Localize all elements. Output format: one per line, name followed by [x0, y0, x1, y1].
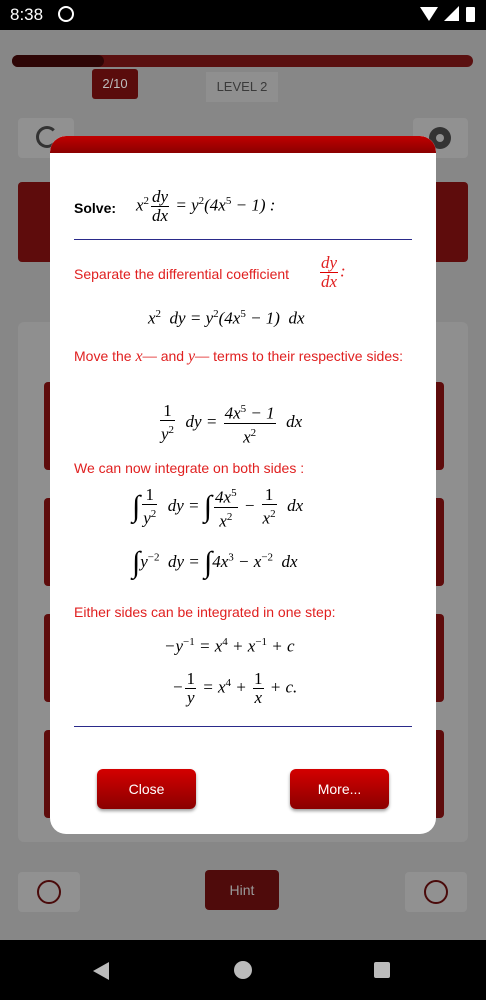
previous-icon	[37, 880, 61, 904]
solution-dialog	[50, 136, 436, 834]
level-progress-bar	[12, 55, 473, 67]
problem-equation: $x^2$ $\frac{dy}{dx}$ = $y^2(4x^5 - 1)$ :	[136, 187, 276, 225]
home-icon[interactable]	[234, 961, 252, 979]
wifi-icon	[420, 7, 438, 21]
dy-dx-fraction: $\frac{dy}{dx}$ :	[321, 253, 346, 291]
system-nav-bar	[0, 940, 486, 1000]
next-icon	[424, 880, 448, 904]
step-one-step-text: Either sides can be integrated in one step:	[74, 604, 336, 620]
divider	[74, 239, 412, 240]
status-bar	[0, 0, 486, 30]
app-notification-icon	[58, 6, 74, 22]
hint-button[interactable]: Hint	[205, 870, 279, 910]
next-button[interactable]	[405, 872, 467, 912]
integral-equation-1: ∫ $\frac{1}{y^2}$ dy = ∫ $\frac{4x^5}{x^2}$ − $\frac{1}{x^2}$ dx	[132, 485, 304, 531]
dialog-header-bar	[50, 136, 436, 153]
battery-icon	[466, 7, 475, 22]
close-button[interactable]: Close	[97, 769, 196, 809]
result-equation-2: − $\frac{1}{y}$ = $x^4$ + $\frac{1}{x}$ + c.	[172, 669, 298, 707]
signal-icon	[444, 6, 459, 21]
result-equation-1: $-y^{-1} = x^4 + x^{-1} + c$	[164, 636, 295, 656]
level-progress-fill	[12, 55, 104, 67]
previous-button[interactable]	[18, 872, 80, 912]
step-move-text: Move the x— and y— terms to their respective sides:	[74, 348, 404, 365]
solve-label: Solve:	[74, 200, 117, 216]
moved-equation: $\frac{1}{y^2}$ dy = $\frac{4x^5 - 1}{x^2}$ dx	[161, 401, 303, 447]
step-integrate-text: We can now integrate on both sides :	[74, 460, 305, 476]
level-label: LEVEL 2	[206, 72, 278, 102]
more-button[interactable]: More...	[290, 769, 389, 809]
question-counter: 2/10	[92, 69, 138, 99]
divider	[74, 726, 412, 727]
status-time: 8:38	[10, 5, 44, 24]
step-separate-text: Separate the differential coefficient	[74, 266, 290, 282]
back-icon[interactable]	[93, 962, 109, 980]
integral-equation-2: $\int y^{-2}$ dy = $\int 4x^3 - x^{-2}$ dx	[132, 546, 298, 579]
separated-equation: $x^2$ dy = $y^2(4x^5 - 1)$ dx	[148, 308, 305, 328]
recent-apps-icon[interactable]	[374, 962, 390, 978]
